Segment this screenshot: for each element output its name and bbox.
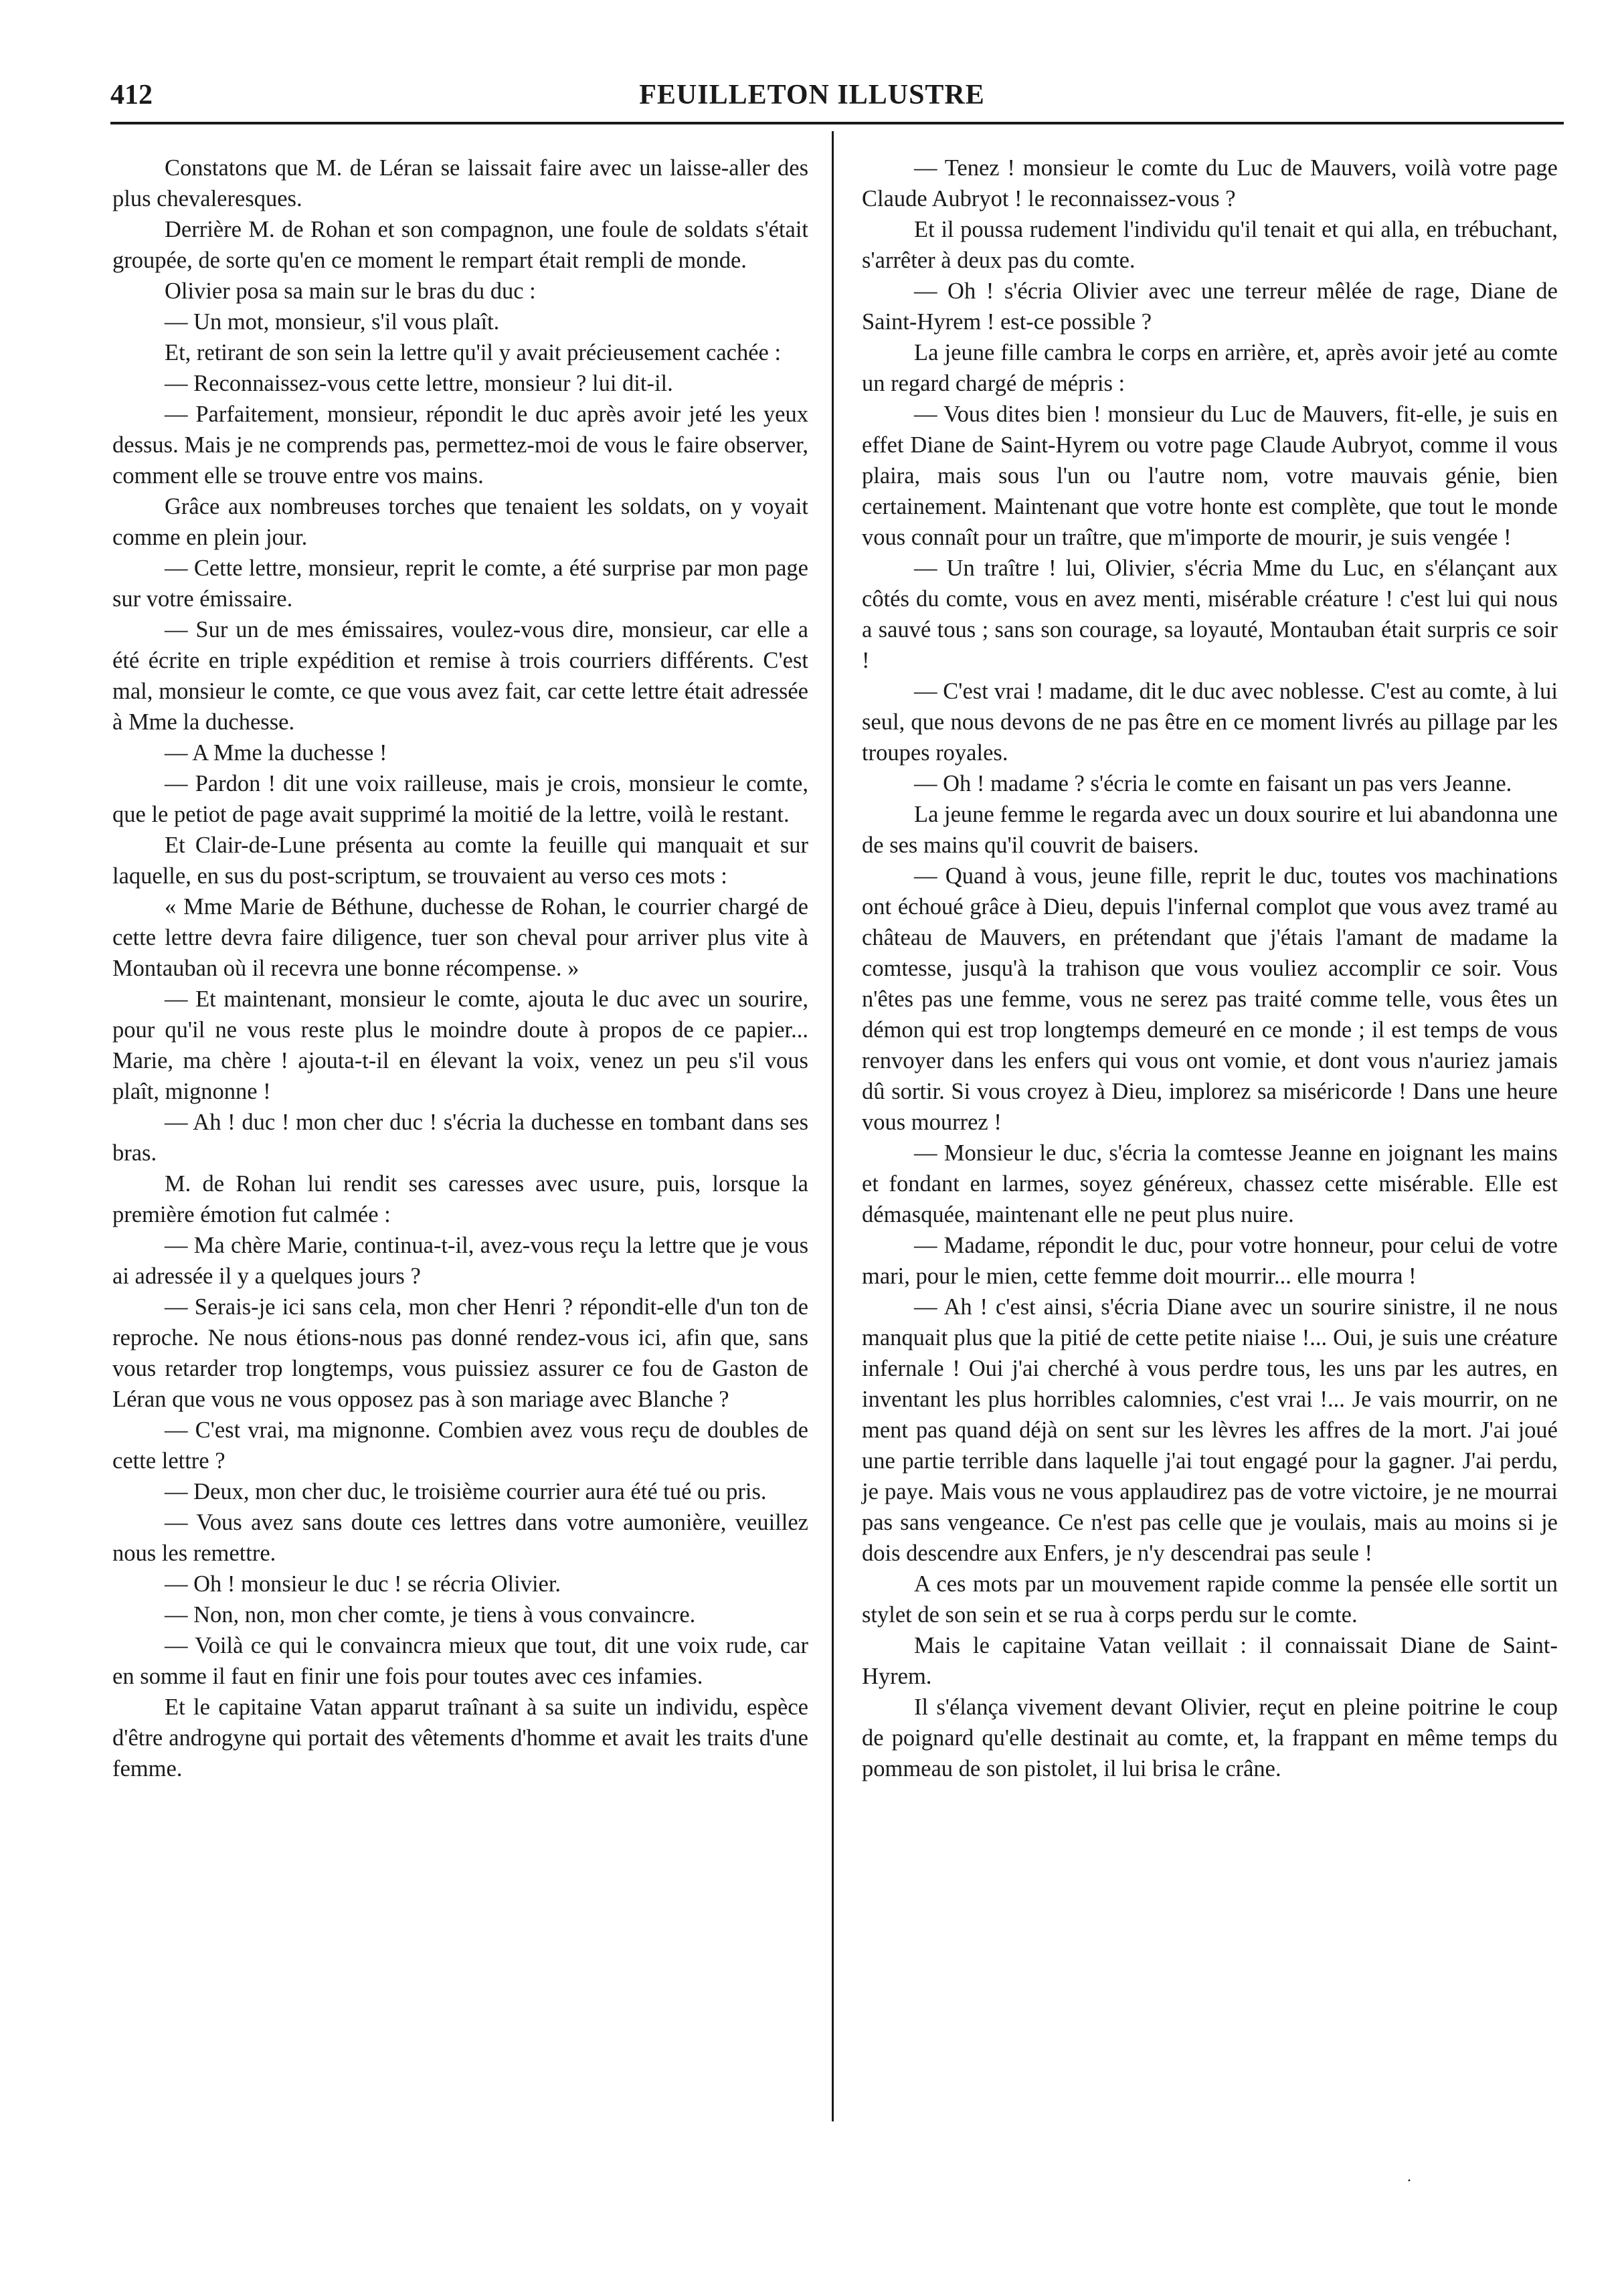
paragraph: — Ah ! c'est ainsi, s'écria Diane avec un sourire sinistre, il ne nous manquait plus que la pitié de cette petite niaise !... Oui, je suis une créature infernale ! Oui j'ai cherché à vous perdre tous, les uns par les autres, en inventant les plus horribles calomnies, c'est vrai !... Je vais mourrir, on ne ment pas quand déjà on sent sur les lèvres les affres de la mort. J'ai joué une partie terrible dans laquelle j'ai tout engagé pour la gagner. J'ai perdu, je paye. Mais vous ne vous applaudirez pas de votre victoire, je ne mourrai pas sans vengeance. Ce n'est pas celle que je voulais, mais au moins si je dois descendre aux Enfers, je n'y descendrai pas seule !	[862, 1294, 1558, 1566]
printing-speck: ·	[1407, 2172, 1412, 2190]
paragraph: Et il poussa rudement l'individu qu'il tenait et qui alla, en trébuchant, s'arrêter à deux pas du comte.	[862, 217, 1558, 273]
paragraph: — Ah ! duc ! mon cher duc ! s'écria la duchesse en tombant dans ses bras.	[112, 1110, 808, 1166]
paragraph: M. de Rohan lui rendit ses caresses avec usure, puis, lorsque la première émotion fut calmée :	[112, 1171, 808, 1227]
paragraph: — Vous avez sans doute ces lettres dans votre aumonière, veuillez nous les remettre.	[112, 1510, 808, 1566]
paragraph: — Un traître ! lui, Olivier, s'écria Mme du Luc, en s'élançant aux côtés du comte, vous en avez menti, misérable créature ! c'est lui qui nous a sauvé tous ; sans son courage, sa loyauté, Montauban était surpris ce soir !	[862, 555, 1558, 673]
paragraph: — Deux, mon cher duc, le troisième courrier aura été tué ou pris.	[165, 1479, 767, 1504]
running-title: FEUILLETON ILLUSTRE	[639, 80, 985, 110]
paragraph: — Pardon ! dit une voix railleuse, mais je crois, monsieur le comte, que le petiot de page avait supprimé la moitié de la lettre, voilà le restant.	[112, 771, 808, 827]
left-column	[112, 153, 808, 1784]
paragraph: Il s'élança vivement devant Olivier, reçut en pleine poitrine le coup de poignard qu'elle destinait au comte, et, la frappant en même temps du pommeau de son pistolet, il lui brisa le crâne.	[862, 1694, 1558, 1781]
paragraph: Grâce aux nombreuses torches que tenaient les soldats, on y voyait comme en plein jour.	[112, 494, 808, 550]
paragraph: — Parfaitement, monsieur, répondit le duc après avoir jeté les yeux dessus. Mais je ne comprends pas, permettez-moi de vous le faire observer, comment elle se trouve entre vos mains.	[112, 402, 808, 489]
paragraph: Et, retirant de son sein la lettre qu'il y avait précieusement cachée :	[165, 340, 782, 365]
paragraph: — Oh ! monsieur le duc ! se récria Olivier.	[165, 1571, 561, 1597]
paragraph: — Ma chère Marie, continua-t-il, avez-vous reçu la lettre que je vous ai adressée il y a quelques jours ?	[112, 1233, 808, 1289]
paragraph: Olivier posa sa main sur le bras du duc :	[165, 278, 536, 304]
column-divider	[832, 131, 834, 2121]
paragraph: Mais le capitaine Vatan veillait : il connaissait Diane de Saint-Hyrem.	[862, 1633, 1558, 1689]
paragraph: « Mme Marie de Béthune, duchesse de Rohan, le courrier chargé de cette lettre devra faire diligence, tuer son cheval pour arriver plus vite à Montauban où il recevra une bonne récompense. »	[112, 894, 808, 981]
paragraph: — Monsieur le duc, s'écria la comtesse Jeanne en joignant les mains et fondant en larmes, soyez généreux, chassez cette misérable. Elle est démasquée, maintenant elle ne peut plus nuire.	[862, 1140, 1558, 1227]
paragraph: La jeune fille cambra le corps en arrière, et, après avoir jeté au comte un regard chargé de mépris :	[862, 340, 1558, 396]
paragraph: Constatons que M. de Léran se laissait faire avec un laisse-aller des plus chevaleresques.	[112, 155, 808, 211]
paragraph: — Madame, répondit le duc, pour votre honneur, pour celui de votre mari, pour le mien, cette femme doit mourrir... elle mourra !	[862, 1233, 1558, 1289]
paragraph: La jeune femme le regarda avec un doux sourire et lui abandonna une de ses mains qu'il couvrit de baisers.	[862, 802, 1558, 858]
paragraph: Derrière M. de Rohan et son compagnon, une foule de soldats s'était groupée, de sorte qu'en ce moment le rempart était rempli de monde.	[112, 217, 808, 273]
paragraph: — Oh ! madame ? s'écria le comte en faisant un pas vers Jeanne.	[914, 771, 1512, 796]
paragraph: — Non, non, mon cher comte, je tiens à vous convaincre.	[165, 1602, 696, 1628]
paragraph: — Oh ! s'écria Olivier avec une terreur mêlée de rage, Diane de Saint-Hyrem ! est-ce possible ?	[862, 278, 1558, 335]
paragraph: — Serais-je ici sans cela, mon cher Henri ? répondit-elle d'un ton de reproche. Ne nous étions-nous pas donné rendez-vous ici, afin que, sans vous retarder trop longtemps, vous puissiez assurer ce fou de Gaston de Léran que vous ne vous opposez pas à son mariage avec Blanche ?	[112, 1294, 808, 1412]
paragraph: A ces mots par un mouvement rapide comme la pensée elle sortit un stylet de son sein et se rua à corps perdu sur le comte.	[862, 1571, 1558, 1628]
paragraph: — Cette lettre, monsieur, reprit le comte, a été surprise par mon page sur votre émissaire.	[112, 555, 808, 612]
paragraph: — Sur un de mes émissaires, voulez-vous dire, monsieur, car elle a été écrite en triple expédition et remise à trois courriers différents. C'est mal, monsieur le comte, ce que vous avez fait, car cette lettre était adressée à Mme la duchesse.	[112, 617, 808, 735]
paragraph: — Un mot, monsieur, s'il vous plaît.	[165, 309, 500, 335]
paragraph: — A Mme la duchesse !	[165, 740, 387, 766]
paragraph: — Vous dites bien ! monsieur du Luc de Mauvers, fit-elle, je suis en effet Diane de Saint-Hyrem ou votre page Claude Aubryot, comme il vous plaira, mais sous l'un ou l'autre nom, votre mauvais génie, bien certainement. Maintenant que votre honte est complète, que tout le monde vous connaît pour un traître, que m'importe de mourir, je suis vengée !	[862, 402, 1558, 550]
paragraph: — C'est vrai, ma mignonne. Combien avez vous reçu de doubles de cette lettre ?	[112, 1417, 808, 1474]
page-number: 412	[110, 80, 153, 110]
header-rule	[110, 122, 1564, 124]
paragraph: — Voilà ce qui le convaincra mieux que tout, dit une voix rude, car en somme il faut en finir une fois pour toutes avec ces infamies.	[112, 1633, 808, 1689]
paragraph: — Tenez ! monsieur le comte du Luc de Mauvers, voilà votre page Claude Aubryot ! le reconnaissez-vous ?	[862, 155, 1558, 211]
paragraph: — C'est vrai ! madame, dit le duc avec noblesse. C'est au comte, à lui seul, que nous devons de ne pas être en ce moment livrés au pillage par les troupes royales.	[862, 679, 1558, 766]
paragraph: — Et maintenant, monsieur le comte, ajouta le duc avec un sourire, pour qu'il ne vous reste plus le moindre doute à propos de ce papier... Marie, ma chère ! ajouta-t-il en élevant la voix, venez un peu s'il vous plaît, mignonne !	[112, 986, 808, 1104]
paragraph: — Quand à vous, jeune fille, reprit le duc, toutes vos machinations ont échoué grâce à Dieu, depuis l'infernal complot que vous avez tramé au château de Mauvers, en prétendant que j'étais l'amant de madame la comtesse, jusqu'à la trahison que vous vouliez accomplir ce soir. Vous n'êtes pas une femme, vous ne serez pas traité comme telle, vous êtes un démon qui est trop longtemps demeuré en ce monde ; il est temps de vous renvoyer dans les enfers qui vous ont vomie, et dont vous n'auriez jamais dû sortir. Si vous croyez à Dieu, implorez sa miséricorde ! Dans une heure vous mourrez !	[862, 863, 1558, 1135]
paragraph: Et Clair-de-Lune présenta au comte la feuille qui manquait et sur laquelle, en sus du post-scriptum, se trouvaient au verso ces mots :	[112, 833, 808, 889]
paragraph: Et le capitaine Vatan apparut traînant à sa suite un individu, espèce d'être androgyne qui portait des vêtements d'homme et avait les traits d'une femme.	[112, 1694, 808, 1781]
right-column	[862, 153, 1558, 1784]
paragraph: — Reconnaissez-vous cette lettre, monsieur ? lui dit-il.	[165, 371, 673, 396]
